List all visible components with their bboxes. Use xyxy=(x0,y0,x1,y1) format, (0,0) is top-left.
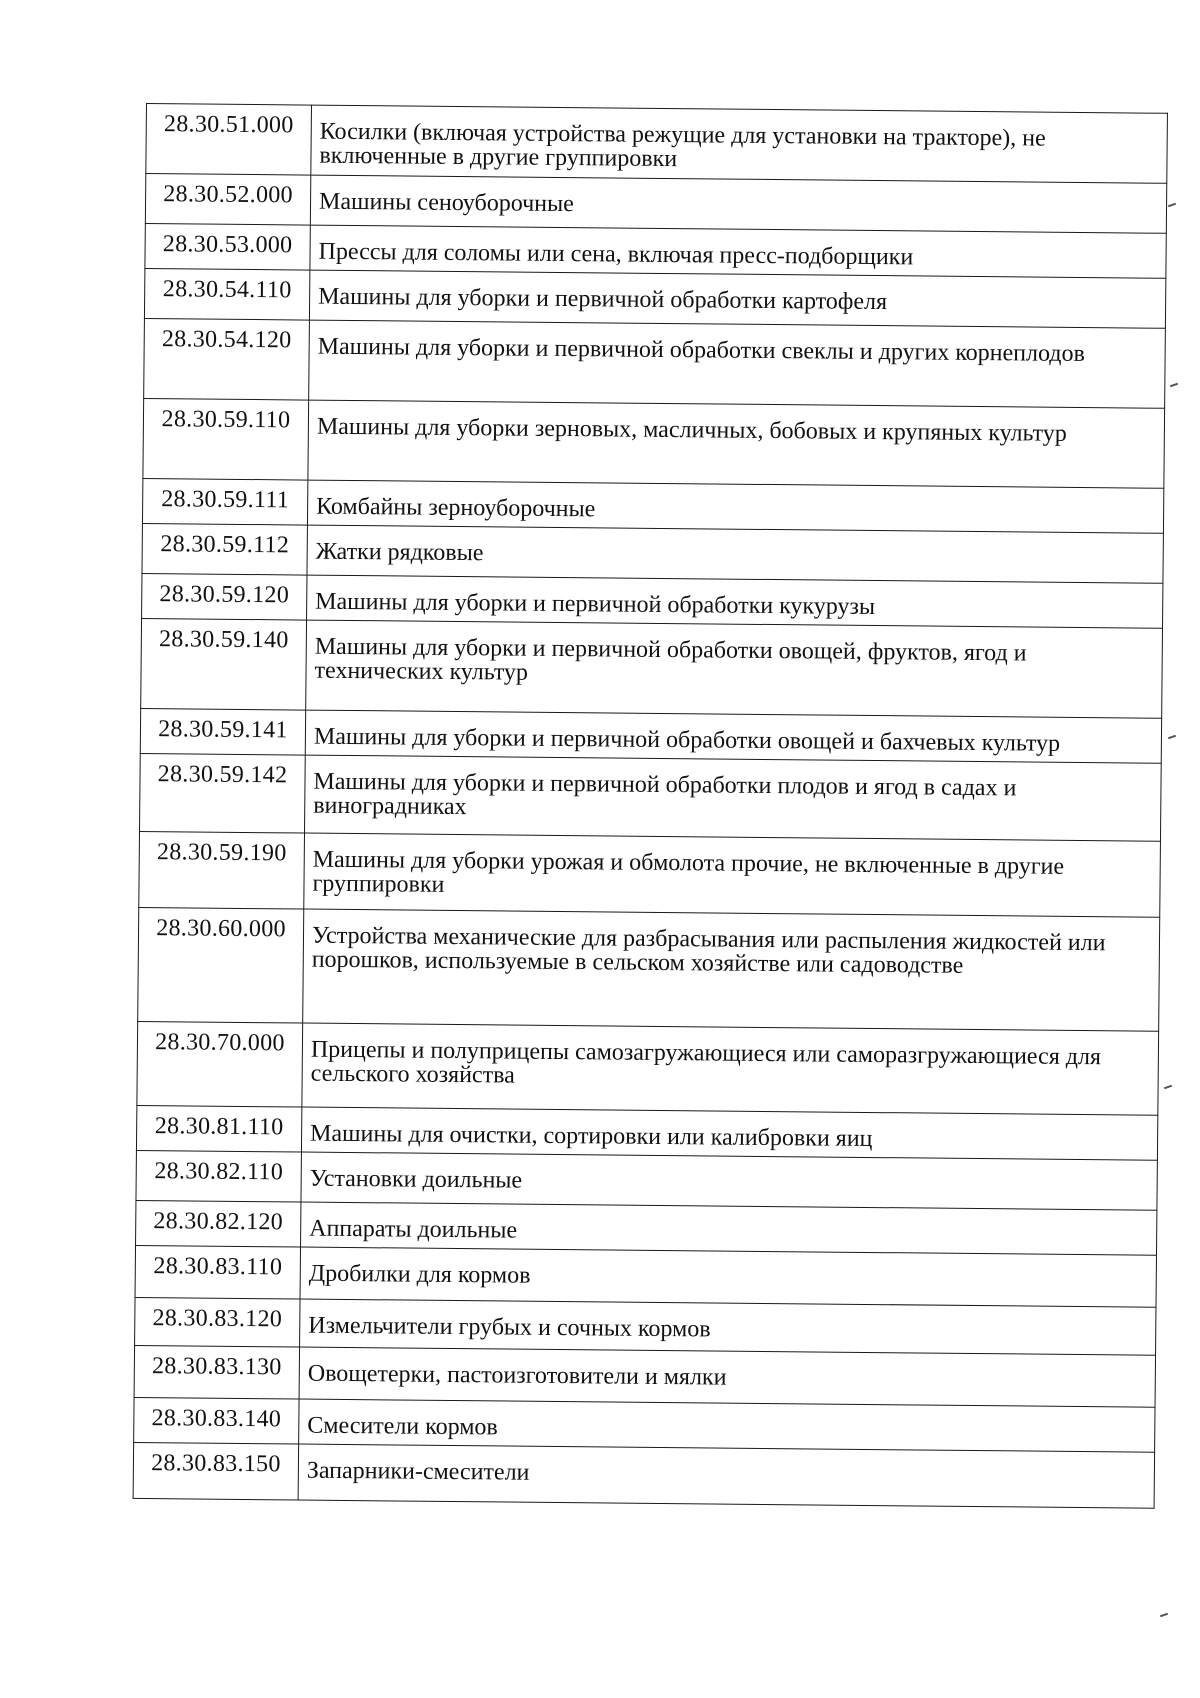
table-row xyxy=(139,831,1161,917)
row-name: Машины для уборки и первичной обработки овощей, фруктов, ягод и технических культур xyxy=(306,620,1163,718)
row-name: Аппараты доильные xyxy=(301,1202,1157,1255)
row-name: Измельчители грубых и сочных кормов xyxy=(300,1299,1156,1355)
row-name: Машины для уборки и первичной обработки свеклы и других корнеплодов xyxy=(309,320,1166,408)
row-code: 28.30.81.110 xyxy=(136,1105,301,1152)
row-name: Машины для уборки и первичной обработки овощей и бахчевых культур xyxy=(305,710,1161,763)
row-code: 28.30.83.130 xyxy=(134,1345,299,1399)
table-row xyxy=(137,1021,1159,1115)
row-name: Косилки (включая устройства режущие для установки на тракторе), не включенные в другие группировки xyxy=(311,105,1168,183)
table-row xyxy=(133,1442,1154,1508)
row-name: Смесители кормов xyxy=(299,1399,1155,1452)
scan-speck xyxy=(1160,1613,1168,1618)
row-name: Установки доильные xyxy=(301,1152,1157,1210)
row-name: Машины для очистки, сортировки или калибровки яиц xyxy=(301,1107,1157,1160)
row-code: 28.30.54.120 xyxy=(144,318,310,400)
row-code: 28.30.82.120 xyxy=(136,1200,301,1247)
row-name: Машины для уборки и первичной обработки кукурузы xyxy=(307,575,1163,628)
codes-table-body xyxy=(133,104,1167,1509)
row-name: Жатки рядковые xyxy=(307,525,1163,583)
row-name: Овощетерки, пастоизготовители и мялки xyxy=(299,1347,1155,1407)
table-row xyxy=(140,753,1162,841)
row-code: 28.30.51.000 xyxy=(146,104,312,176)
row-code: 28.30.59.141 xyxy=(140,708,305,755)
table-row xyxy=(144,318,1166,408)
row-code: 28.30.59.112 xyxy=(142,523,307,575)
row-code: 28.30.83.110 xyxy=(135,1245,300,1299)
scan-speck xyxy=(1168,203,1176,208)
row-code: 28.30.59.111 xyxy=(142,478,307,525)
row-name: Прицепы и полуприцепы самозагружающиеся или саморазгружающиеся для сельского хозяйства xyxy=(302,1023,1159,1115)
row-name: Машины для уборки и первичной обработки плодов и ягод в садах и виноградниках xyxy=(304,755,1161,841)
table-row xyxy=(138,907,1160,1031)
row-code: 28.30.53.000 xyxy=(145,223,310,270)
row-name: Машины сеноуборочные xyxy=(310,175,1166,233)
row-code: 28.30.83.150 xyxy=(133,1442,299,1500)
row-code: 28.30.52.000 xyxy=(145,174,310,226)
table-row xyxy=(146,104,1168,184)
scan-speck xyxy=(1170,383,1178,388)
row-code: 28.30.82.110 xyxy=(136,1150,301,1202)
row-code: 28.30.59.190 xyxy=(139,831,305,909)
row-code: 28.30.83.120 xyxy=(135,1297,300,1347)
row-name: Прессы для соломы или сена, включая пресс-подборщики xyxy=(310,225,1166,278)
row-code: 28.30.59.142 xyxy=(140,753,306,833)
row-code: 28.30.83.140 xyxy=(134,1397,299,1444)
scan-speck xyxy=(1164,1085,1172,1090)
row-code: 28.30.59.110 xyxy=(143,398,309,480)
classification-codes-table xyxy=(133,103,1168,1509)
table-row xyxy=(141,618,1163,718)
row-name: Машины для уборки и первичной обработки картофеля xyxy=(309,270,1165,328)
row-name: Устройства механические для разбрасывания или распыления жидкостей или порошков, используемые в сельском хозяйстве или садоводстве xyxy=(303,909,1160,1031)
row-name: Запарники-смесители xyxy=(298,1444,1154,1508)
table-row xyxy=(143,398,1165,488)
row-name: Комбайны зерноуборочные xyxy=(307,480,1163,533)
row-name: Дробилки для кормов xyxy=(300,1247,1156,1307)
row-code: 28.30.59.140 xyxy=(141,618,307,710)
row-code: 28.30.60.000 xyxy=(138,907,304,1023)
row-code: 28.30.70.000 xyxy=(137,1021,303,1107)
row-name: Машины для уборки зерновых, масличных, бобовых и крупяных культур xyxy=(308,400,1165,488)
row-name: Машины для уборки урожая и обмолота прочие, не включенные в другие группировки xyxy=(304,833,1161,917)
row-code: 28.30.54.110 xyxy=(144,268,309,320)
row-code: 28.30.59.120 xyxy=(142,573,307,620)
scan-speck xyxy=(1168,735,1176,740)
